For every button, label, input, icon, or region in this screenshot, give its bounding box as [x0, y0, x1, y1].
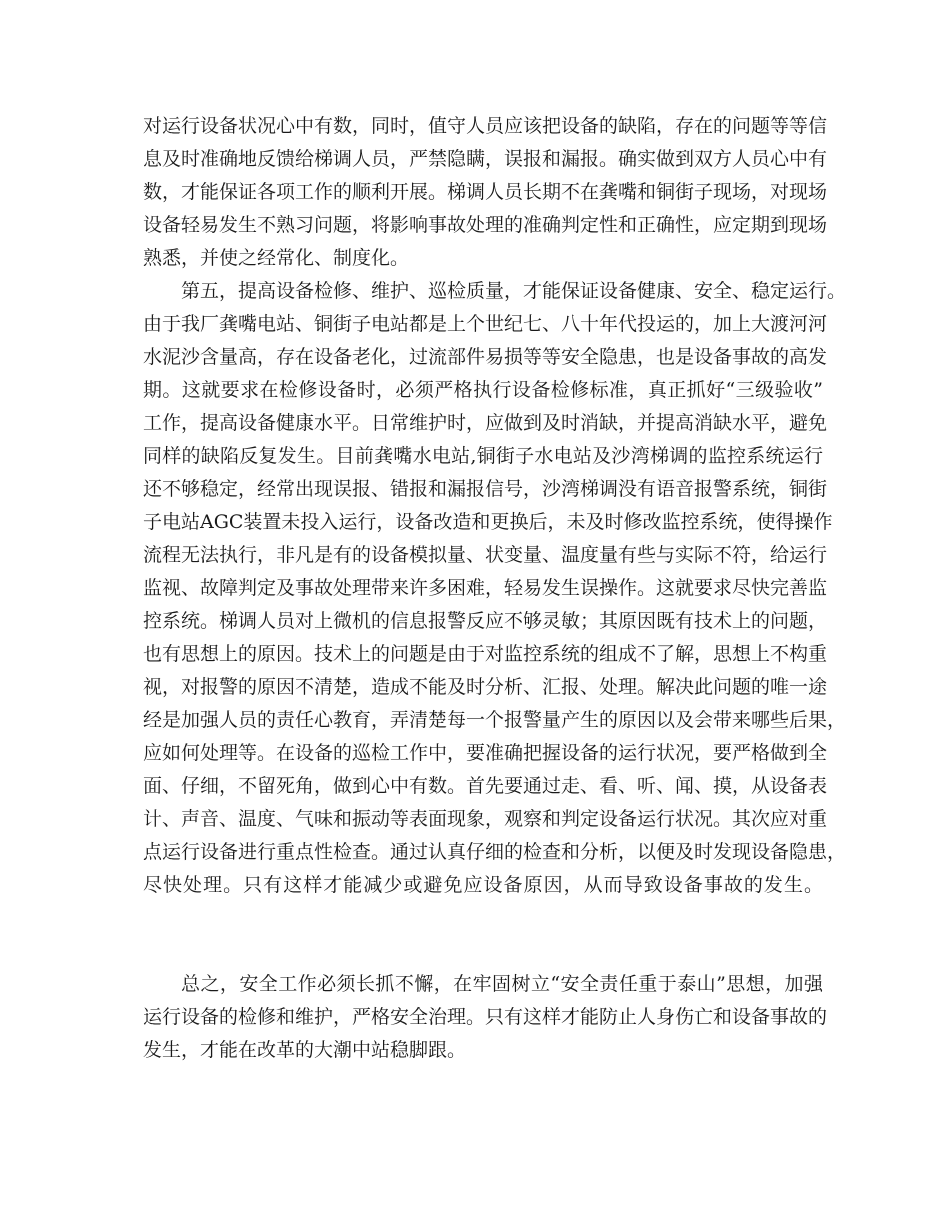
text-line: 工作，提高设备健康水平。日常维护时，应做到及时消缺，并提高消缺水平，避免 — [143, 412, 828, 434]
text-line: 熟悉，并使之经常化、制度化。 — [143, 247, 410, 269]
text-line: 数，才能保证各项工作的顺利开展。梯调人员长期不在龚嘴和铜街子现场，对现场 — [143, 181, 828, 203]
text-line: 发生，才能在改革的大潮中站稳脚跟。 — [143, 1039, 467, 1061]
text-line: 子电站AGC装置未投入运行，设备改造和更换后，未及时修改监控系统，使得操作 — [143, 511, 833, 533]
text-line: 视，对报警的原因不清楚，造成不能及时分析、汇报、处理。解决此问题的唯一途 — [143, 676, 828, 698]
text-line: 流程无法执行，非凡是有的设备模拟量、状变量、温度量有些与实际不符，给运行 — [143, 544, 828, 566]
text-line: 监视、故障判定及事故处理带来许多困难，轻易发生误操作。这就要求尽快完善监 — [143, 577, 828, 599]
text-line: 水泥沙含量高，存在设备老化，过流部件易损等等安全隐患，也是设备事故的高发 — [143, 346, 828, 368]
text-line: 应如何处理等。在设备的巡检工作中，要准确把握设备的运行状况，要严格做到全 — [143, 742, 828, 764]
paragraph-3 — [143, 968, 828, 1067]
text-line: 运行设备的检修和维护，严格安全治理。只有这样才能防止人身伤亡和设备事故的 — [143, 1006, 828, 1028]
paragraph-1 — [143, 110, 828, 275]
text-line: 经是加强人员的责任心教育，弄清楚每一个报警量产生的原因以及会带来哪些后果， — [143, 709, 847, 731]
text-line: 控系统。梯调人员对上微机的信息报警反应不够灵敏；其原因既有技术上的问题， — [143, 610, 828, 632]
text-line: 也有思想上的原因。技术上的问题是由于对监控系统的组成不了解，思想上不构重 — [143, 643, 828, 665]
text-line: 面、仔细，不留死角，做到心中有数。首先要通过走、看、听、闻、摸，从设备表 — [143, 775, 828, 797]
text-line: 尽快处理。只有这样才能减少或避免应设备原因，从而导致设备事故的发生。 — [143, 874, 823, 896]
text-line: 第五，提高设备检修、维护、巡检质量，才能保证设备健康、安全、稳定运行。 — [181, 280, 847, 302]
text-line: 期。这就要求在检修设备时，必须严格执行设备检修标准，真正抓好“三级验收” — [143, 379, 823, 401]
text-line: 对运行设备状况心中有数，同时，值守人员应该把设备的缺陷，存在的问题等等信 — [143, 115, 828, 137]
document-page — [143, 110, 847, 1067]
text-line: 总之，安全工作必须长抓不懈，在牢固树立“安全责任重于泰山”思想，加强 — [181, 973, 823, 995]
text-line: 点运行设备进行重点性检查。通过认真仔细的检查和分析，以便及时发现设备隐患， — [143, 841, 847, 863]
text-line — [143, 902, 823, 935]
text-line: 计、声音、温度、气味和振动等表面现象，观察和判定设备运行状况。其次应对重 — [143, 808, 828, 830]
text-line: 还不够稳定，经常出现误报、错报和漏报信号，沙湾梯调没有语音报警系统，铜街 — [143, 478, 828, 500]
text-line: 由于我厂龚嘴电站、铜街子电站都是上个世纪七、八十年代投运的，加上大渡河河 — [143, 313, 828, 335]
paragraph-2 — [143, 275, 847, 968]
text-line: 息及时准确地反馈给梯调人员，严禁隐瞒，误报和漏报。确实做到双方人员心中有 — [143, 148, 828, 170]
text-line: 设备轻易发生不熟习问题，将影响事故处理的准确判定性和正确性，应定期到现场 — [143, 214, 828, 236]
text-line — [143, 935, 823, 968]
text-line: 同样的缺陷反复发生。目前龚嘴水电站,铜街子水电站及沙湾梯调的监控系统运行 — [143, 445, 823, 467]
